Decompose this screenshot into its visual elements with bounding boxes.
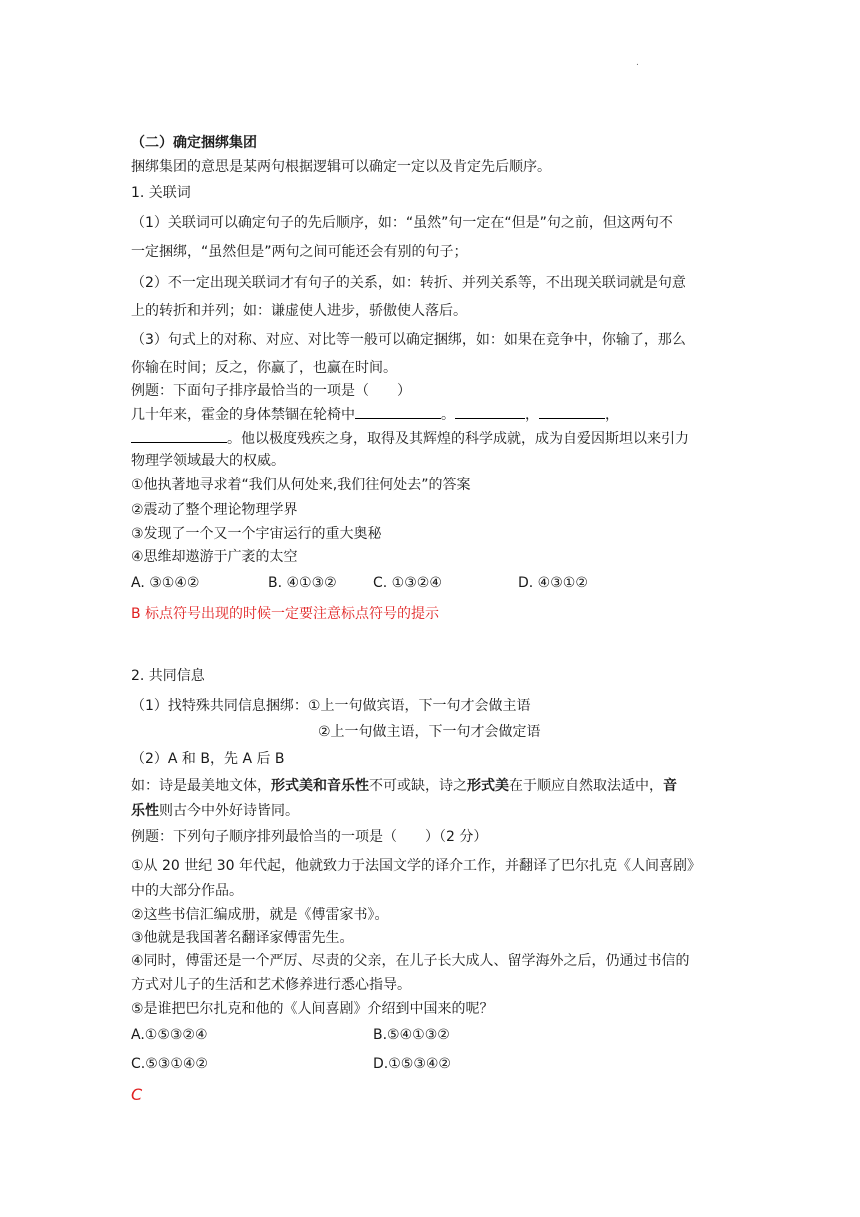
stem-line3: 物理学领域最大的权威。: [131, 453, 285, 469]
part1-p1-line1: （1）关联词可以确定句子的先后顺序，如：“虽然”句一定在“但是”句之前，但这两句不: [131, 215, 673, 231]
example-bold-f: 音: [663, 778, 677, 794]
rule-1b: ②上一句做主语，下一句才会做定语: [318, 724, 541, 740]
example-bold-d: 形式美: [467, 778, 509, 794]
example-line1: [131, 776, 731, 796]
item-4: ④思维却遨游于广袤的太空: [131, 549, 298, 565]
option-d-2: D.①⑤③④②: [373, 1056, 451, 1072]
sentence-4-line2: 方式对儿子的生活和艺术修养进行悉心指导。: [131, 977, 411, 993]
example-text-a: 如：诗是最美地文体，: [131, 778, 271, 794]
example-question-1: 例题：下面句子排序最恰当的一项是（ ）: [131, 383, 411, 399]
option-d-1: D. ④③①②: [518, 575, 588, 591]
example-text-b2: 则古今中外好诗皆同。: [159, 803, 299, 819]
sentence-2: ②这些书信汇编成册，就是《傅雷家书》。: [131, 907, 389, 923]
answer-2: C: [131, 1085, 143, 1104]
example-question-2: 例题：下列句子顺序排列最恰当的一项是（ ）（2 分）: [131, 829, 488, 845]
option-a-2: A.①⑤③②④: [131, 1027, 208, 1043]
example-line2: [131, 801, 731, 821]
blank-4: [131, 428, 227, 443]
blank-2: [455, 404, 525, 419]
header-mark: .: [636, 58, 639, 68]
option-b-1: B. ④①③②: [268, 575, 337, 591]
part2-heading: 2. 共同信息: [131, 668, 205, 684]
section-title: （二）确定捆绑集团: [131, 135, 257, 151]
example-text-e: 在于顺应自然取法适中，: [509, 778, 663, 794]
sentence-4-line1: ④同时，傅雷还是一个严厉、尽责的父亲，在儿子长大成人、留学海外之后，仍通过书信的: [131, 953, 690, 969]
sentence-5: ⑤是谁把巴尔扎克和他的《人间喜剧》介绍到中国来的呢？: [131, 1001, 494, 1017]
example-text-c: 不可或缺，诗之: [369, 778, 467, 794]
blank-3: [539, 404, 605, 419]
stem-punct-1: 。: [441, 407, 455, 423]
option-b-2: B.⑤④①③②: [373, 1027, 450, 1043]
stem-punct-3: ，: [605, 407, 619, 423]
sentence-3: ③他就是我国著名翻译家傅雷先生。: [131, 930, 354, 946]
answer-1: B 标点符号出现的时候一定要注意标点符号的提示: [131, 606, 440, 622]
option-a-1: A. ③①④②: [131, 575, 200, 591]
part1-p3-line1: （3）句式上的对称、对应、对比等一般可以确定捆绑，如：如果在竞争中，你输了，那么: [131, 332, 686, 348]
sentence-1-line2: 中的大部分作品。: [131, 883, 243, 899]
stem-line1: [131, 404, 731, 425]
item-3: ③发现了一个又一个宇宙运行的重大奥秘: [131, 526, 382, 542]
option-c-2: C.⑤③①④②: [131, 1056, 208, 1072]
part1-p2-line1: （2）不一定出现关联词才有句子的关系，如：转折、并列关系等，不出现关联词就是句意: [131, 275, 686, 291]
intro-text: 捆绑集团的意思是某两句根据逻辑可以确定一定以及肯定先后顺序。: [131, 159, 551, 175]
part1-p1-line2: 一定捆绑，“虽然但是”两句之间可能还会有别的句子；: [131, 244, 468, 260]
item-1: ①他执著地寻求着“我们从何处来,我们往何处去”的答案: [131, 477, 471, 493]
example-bold-a2: 乐性: [131, 803, 159, 819]
stem-punct-2: ，: [525, 407, 539, 423]
part1-heading: 1. 关联词: [131, 185, 191, 201]
part1-p2-line2: 上的转折和并列；如：谦虚使人进步，骄傲使人落后。: [131, 303, 467, 319]
rule-1: （1）找特殊共同信息捆绑：①上一句做宾语，下一句才会做主语: [131, 698, 531, 714]
stem-start: 几十年来，霍金的身体禁锢在轮椅中: [131, 407, 355, 423]
stem-line2: [131, 428, 731, 449]
example-bold-b: 形式美和音乐性: [271, 778, 369, 794]
blank-1: [355, 404, 441, 419]
rule-2: （2）A 和 B，先 A 后 B: [131, 751, 285, 767]
part1-p3-line2: 你输在时间；反之，你赢了，也赢在时间。: [131, 360, 397, 376]
sentence-1-line1: ①从 20 世纪 30 年代起，他就致力于法国文学的译介工作，并翻译了巴尔扎克《人间喜剧》: [131, 858, 701, 874]
stem-cont: 。他以极度残疾之身，取得及其辉煌的科学成就，成为自爱因斯坦以来引力: [227, 431, 689, 447]
option-c-1: C. ①③②④: [373, 575, 442, 591]
item-2: ②震动了整个理论物理学界: [131, 502, 298, 518]
